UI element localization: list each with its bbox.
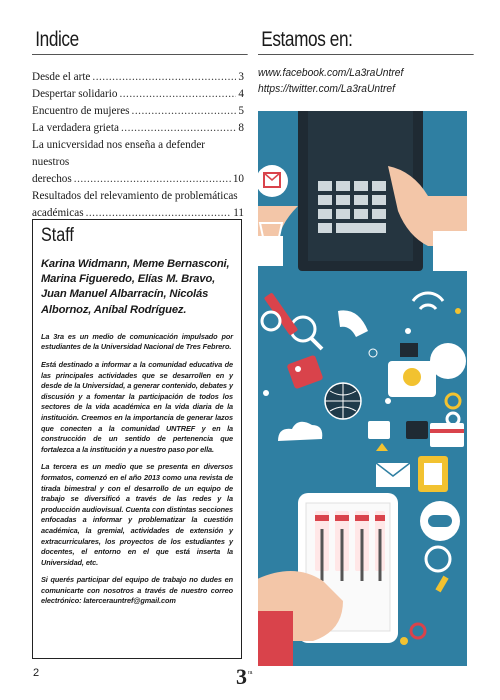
toc-entry[interactable] bbox=[32, 137, 244, 188]
page-number: 2 bbox=[33, 667, 40, 679]
toc-entry[interactable] bbox=[32, 103, 244, 120]
toc-entry[interactable] bbox=[32, 69, 244, 86]
toc-entry-title-line2: derechos bbox=[32, 173, 72, 185]
toc-entry[interactable] bbox=[32, 86, 244, 103]
where-title: Estamos en: bbox=[258, 28, 473, 55]
toc-entry-title-line2: académicas bbox=[32, 207, 84, 219]
toc-entry[interactable] bbox=[32, 188, 244, 222]
index-section bbox=[32, 28, 244, 222]
toc-entry-page: 8 bbox=[238, 122, 244, 134]
staff-paragraph: Está destinado a informar a la comunidad educativa de las principales actividades que se desarrollen en y desde de la Universidad, a generar contenido, debates y discusión y a fomentar la participación de todos los sectores de la vida académica en la vida diaria de la institución. Creemos en la importancia de generar lazos que conecten a la comunidad UNTREF y en la construcción de un sentido de pertenencia que fortalezca a la institución y a nuestro paso por ella. bbox=[41, 360, 233, 454]
toc-leader-dots bbox=[121, 120, 236, 137]
svg-text:3: 3 bbox=[236, 665, 247, 687]
twitter-link[interactable]: https://twitter.com/La3raUntref bbox=[258, 82, 395, 95]
toc-entry-page: 10 bbox=[232, 173, 244, 185]
social-links bbox=[258, 66, 472, 97]
staff-title: Staff bbox=[41, 225, 74, 246]
toc-entry-page: 3 bbox=[238, 71, 244, 83]
toc-entry-title: Desde el arte bbox=[32, 71, 91, 83]
where-section bbox=[258, 28, 470, 97]
toc-entry-title: Despertar solidario bbox=[32, 88, 118, 100]
staff-paragraph: Si querés participar del equipo de trabajo no dudes en comunicarte con nosotros a través de nuestro correo electrónico: latercerauntref@gmail.com bbox=[41, 575, 233, 606]
toc-entry-title-line1: Resultados del relevamiento de problemáticas bbox=[32, 190, 238, 202]
card-icon bbox=[406, 421, 428, 439]
toc-leader-dots bbox=[119, 86, 236, 103]
toc-entry-page: 5 bbox=[238, 105, 244, 117]
toc-entry-title: La verdadera grieta bbox=[32, 122, 119, 134]
staff-names: Karina Widmann, Meme Bernasconi, Marina Figueredo, Elías M. Bravo, Juan Manuel Albarracín, Nicolás Albornoz, Aníbal Rodríguez. bbox=[41, 258, 230, 316]
toc-entry-title-line1: La unicversidad nos enseña a defender nuestros bbox=[32, 139, 206, 168]
toc-leader-dots bbox=[74, 171, 231, 188]
staff-paragraph: La 3ra es un medio de comunicación impulsado por estudiantes de la Universidad Nacional de Tres Febrero. bbox=[41, 331, 233, 352]
toc-leader-dots bbox=[92, 69, 236, 86]
staff-box bbox=[32, 219, 242, 659]
credit-card-icon bbox=[430, 423, 464, 447]
la3ra-logo-icon bbox=[234, 665, 260, 687]
svg-text:ra: ra bbox=[248, 670, 253, 676]
technology-illustration bbox=[258, 111, 467, 666]
toc-leader-dots bbox=[132, 103, 237, 120]
table-of-contents bbox=[32, 69, 244, 222]
toc-entry[interactable] bbox=[32, 120, 244, 137]
facebook-link[interactable]: www.facebook.com/La3raUntref bbox=[258, 67, 404, 79]
index-title: Indice bbox=[32, 28, 247, 55]
lightbulb-icon bbox=[403, 368, 421, 386]
image-icon bbox=[368, 421, 390, 439]
toc-entry-page: 4 bbox=[238, 88, 244, 100]
toc-entry-title: Encuentro de mujeres bbox=[32, 105, 130, 117]
staff-paragraph: La tercera es un medio que se presenta en diversos formatos, comenzó en el año 2013 como una revista de tirada bimestral y con el desarrollo de un equipo de trabajo se diversificó a través de las redes y la producción audiovisual. Cuenta con distintas secciones enfocadas a informar y problematizar la cuestión académica, la gremial, actividades de extensión y extracurriculares, los proyectos de los estudiantes y docentes, el entorno en el que está inserta la Universidad, etc. bbox=[41, 462, 233, 567]
toc-entry-page: 11 bbox=[233, 207, 244, 219]
